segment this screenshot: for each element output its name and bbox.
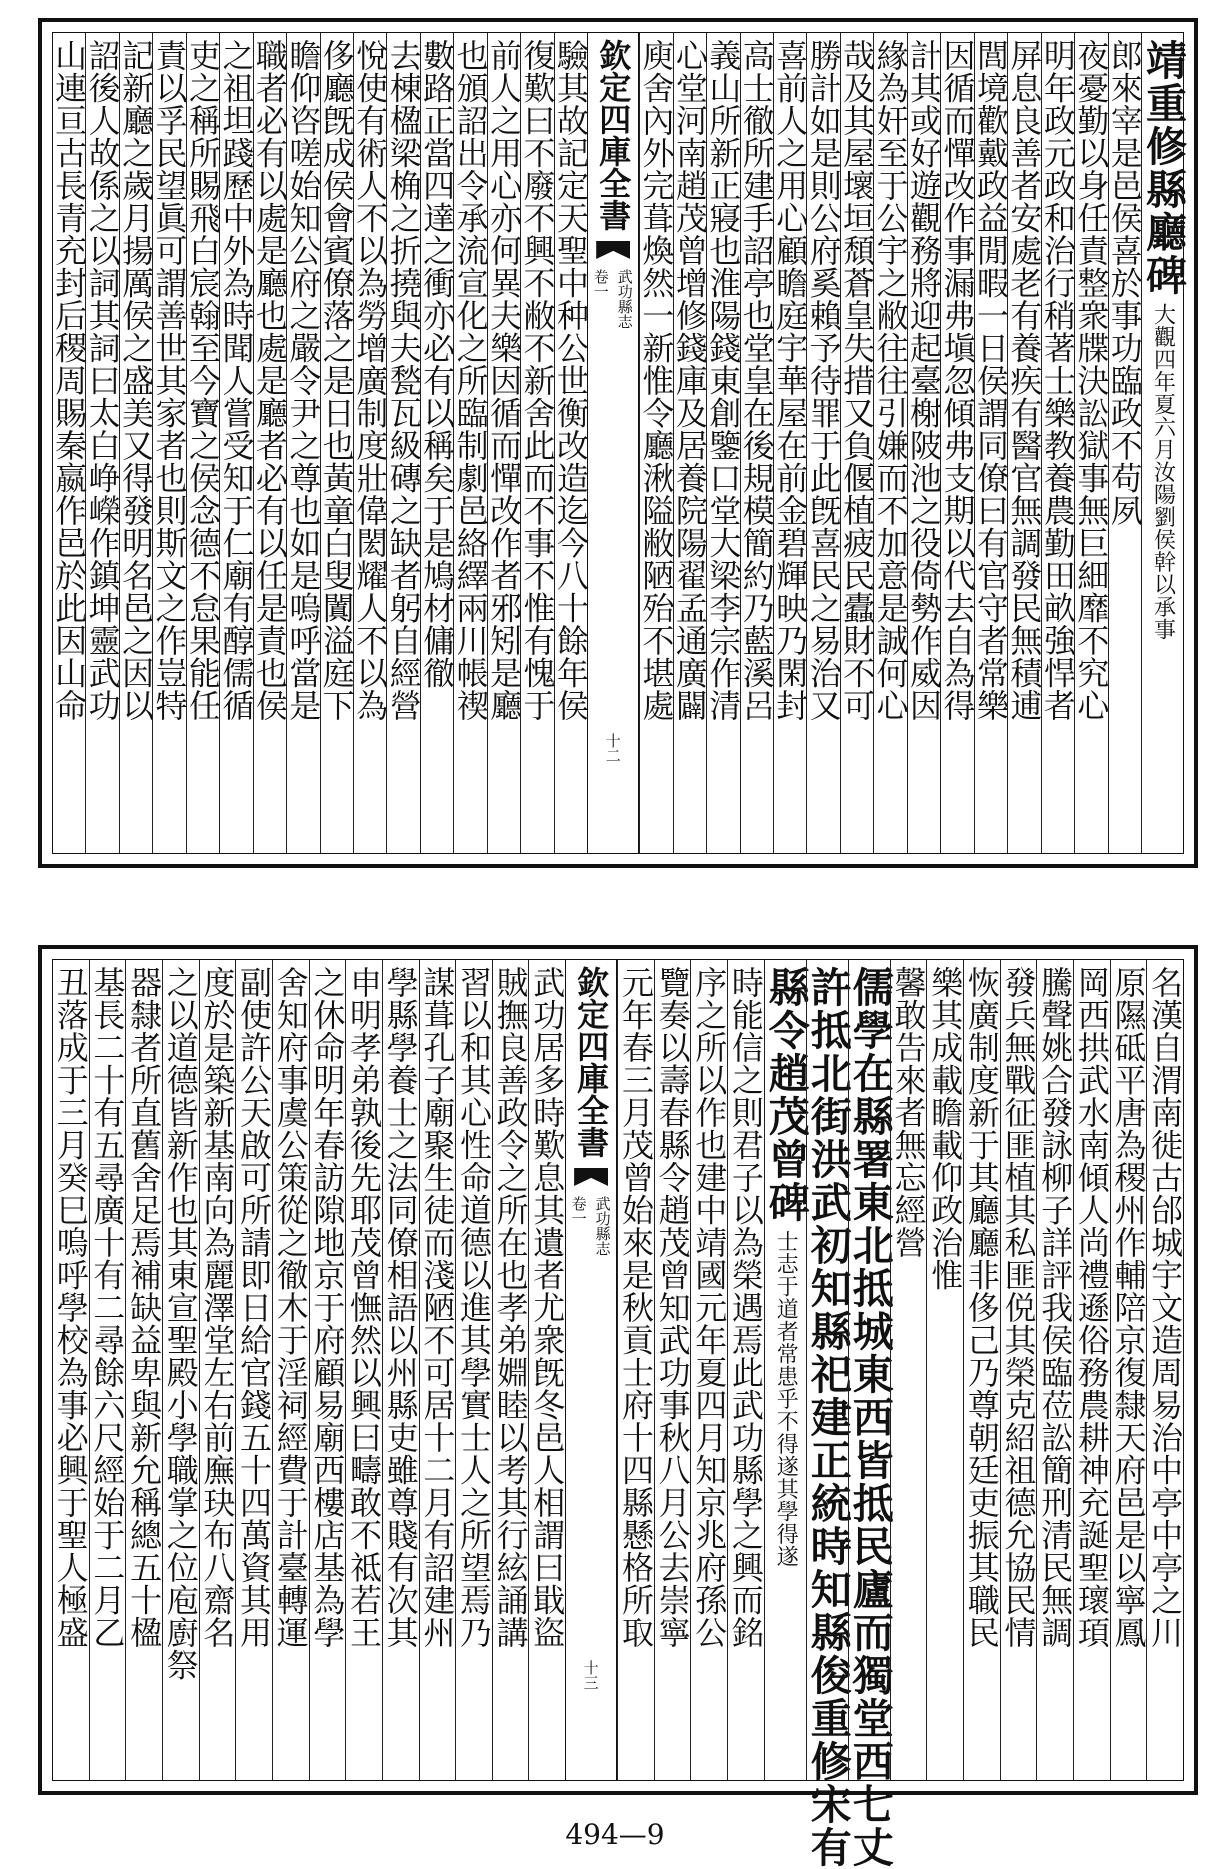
top-text-frame	[50, 32, 1187, 854]
top-page	[38, 18, 1198, 868]
column-body	[999, 960, 1038, 1780]
text-column	[971, 33, 1010, 853]
text-column	[50, 33, 89, 853]
column-text: 原隰砥平唐為稷州作輔陪京復隸天府邑是以寧鳳	[1109, 966, 1148, 1649]
column-body	[381, 960, 420, 1780]
column-body	[418, 33, 457, 853]
text-column	[1105, 33, 1144, 853]
book-label: 武功縣志	[593, 1196, 612, 1256]
column-body	[1072, 960, 1111, 1780]
column-text: 馨敢告來者無忘經營	[889, 966, 928, 1259]
column-body	[653, 960, 692, 1780]
volume-info	[591, 269, 636, 329]
column-text: 吏之稱所賜飛白宸翰至今寶之侯念德不怠果能任	[183, 39, 222, 722]
column-body	[198, 960, 237, 1780]
column-text: 之休命明年春訪隙地京于府顧易廟西樓店基為學	[308, 966, 347, 1649]
column-note: 大觀四年夏六月汝陽劉侯幹以承事	[1150, 303, 1176, 641]
column-text: 度於是築新基南向為麗澤堂左右前廡玦布八齋名	[198, 966, 237, 1649]
text-column	[83, 33, 122, 853]
column-body	[1146, 960, 1185, 1780]
column-body	[838, 33, 877, 853]
text-column	[1036, 960, 1073, 1780]
page-number: 十二	[603, 733, 622, 763]
text-column	[384, 33, 423, 853]
text-column	[1146, 960, 1183, 1780]
column-text: 發兵無戰征匪植其私匪侻其榮克紹祖德允協民情	[999, 966, 1038, 1649]
column-text: 儒學在縣署東北抵城東西皆抵民廬而獨堂西七丈	[845, 966, 894, 1869]
text-column	[617, 960, 654, 1780]
volume-info	[569, 1196, 614, 1256]
column-body	[889, 960, 928, 1780]
text-column	[217, 33, 256, 853]
library-title: 欽定四庫全書	[572, 966, 611, 1158]
column-body	[690, 960, 729, 1780]
column-body	[308, 960, 347, 1780]
column-body	[161, 960, 200, 1780]
text-column	[761, 960, 810, 1780]
column-text: 職者必有以處是廳也處是廳者必有以任是責也侯	[250, 39, 289, 722]
text-column	[803, 960, 852, 1869]
text-column	[125, 960, 162, 1780]
text-column	[963, 960, 1000, 1780]
column-text: 之以道德皆新作也其東宣聖殿小學職掌之位庖廚祭	[161, 966, 200, 1681]
column-text: 申明孝弟孰後先耶茂曾憮然以興曰疇敢不祗若王	[345, 966, 384, 1649]
column-body	[845, 960, 894, 1869]
text-column	[309, 960, 346, 1780]
column-body	[1109, 960, 1148, 1780]
column-body	[1005, 33, 1044, 853]
column-body	[183, 33, 222, 853]
column-body	[235, 960, 274, 1780]
column-body	[871, 33, 910, 853]
column-body	[317, 33, 356, 853]
column-body	[1036, 960, 1075, 1780]
column-text: 恢廣制度新于其廳廳非侈己乃尊朝廷吏振其職民	[962, 966, 1001, 1649]
volume-label: 卷一	[569, 1196, 588, 1226]
column-text: 習以和其心性命道德以進其學實士人之所望焉乃	[454, 966, 493, 1649]
column-text: 侈廳旣成侯會賓僚落之是日也黃童白叟闐溢庭下	[317, 39, 356, 722]
column-body	[1038, 33, 1077, 853]
column-body	[971, 33, 1010, 853]
column-body	[250, 33, 289, 853]
column-text: 賊撫良善政令之所在也孝弟婣睦以考其行絃誦講	[491, 966, 530, 1649]
column-note: 士志于道者常患乎不得遂其學得遂	[773, 1230, 799, 1568]
column-body	[150, 33, 189, 853]
fishtail-mark	[596, 241, 630, 259]
text-column	[272, 960, 309, 1780]
volume-label: 卷一	[591, 269, 610, 299]
text-column	[492, 960, 529, 1780]
column-body	[384, 33, 423, 853]
column-text: 屏息良善者安處老有養疾有醫官無調發民無積逋	[1005, 39, 1044, 722]
text-column	[871, 33, 910, 853]
text-column	[1038, 33, 1077, 853]
text-column	[727, 960, 764, 1780]
column-text: 夜憂勤以身任責整衆牒決訟獄事無巨細靡不究心	[1072, 39, 1111, 722]
column-body	[528, 960, 567, 1780]
column-body	[518, 33, 557, 853]
column-body	[351, 33, 390, 853]
column-body	[803, 960, 852, 1869]
column-text: 丑落成于三月癸巳嗚呼學校為事必興于聖人極盛	[51, 966, 90, 1649]
column-text: 高士徹所建手詔亭也堂皇在後規模簡約乃藍溪呂	[737, 39, 776, 722]
text-column	[235, 960, 272, 1780]
column-body	[737, 33, 776, 853]
column-text: 學縣學養士之法同僚相語以州縣吏雖尊賤有次其	[381, 966, 420, 1649]
column-text: 郎來宰是邑侯喜於事功臨政不苟夙	[1105, 39, 1144, 527]
text-column	[117, 33, 156, 853]
text-column	[737, 33, 776, 853]
column-body	[905, 33, 944, 853]
column-text: 瞻仰咨嗟始知公府之嚴令尹之尊也如是嗚呼當是	[284, 39, 323, 722]
column-text: 舍知府事虞公策從之徹木于淫祠經費于計臺轉運	[271, 966, 310, 1649]
column-body	[284, 33, 323, 853]
column-body	[125, 960, 164, 1780]
column-text: 山連亘古長青充封后稷周賜秦嬴作邑於此因山命	[50, 39, 89, 722]
text-column	[771, 33, 810, 853]
column-body	[271, 960, 310, 1780]
column-text: 復歎曰不廢不興不敝不新舍此而不事不惟有愧于	[518, 39, 557, 722]
text-column	[53, 960, 89, 1780]
column-text: 元年春三月茂曾始來是秋貢士府十四縣懸格所取	[616, 966, 655, 1649]
column-body	[726, 960, 765, 1780]
text-column	[704, 33, 743, 853]
column-body	[88, 960, 127, 1780]
text-column	[528, 960, 565, 1780]
text-column	[345, 960, 382, 1780]
library-title: 欽定四庫全書	[594, 39, 633, 231]
column-text: 心堂河南趙茂曾增修錢庫及居養院陽翟孟通廣闢	[670, 39, 709, 722]
text-column	[551, 33, 590, 853]
text-column	[1005, 33, 1044, 853]
text-column	[150, 33, 189, 853]
column-body	[551, 33, 590, 853]
column-body	[761, 960, 810, 1780]
column-body	[491, 960, 530, 1780]
column-text: 去棟楹梁桷之折撓與夫甃瓦級磚之缺者躬自經營	[384, 39, 423, 722]
column-text: 明年政元政和治行稍著士樂教養農勤田畝強悍者	[1038, 39, 1077, 722]
text-column	[250, 33, 289, 853]
text-column	[890, 960, 927, 1780]
text-column	[1000, 960, 1037, 1780]
column-body	[704, 33, 743, 853]
column-body	[51, 960, 90, 1780]
column-text: 器隸者所直舊舍足焉補缺益卑與新允稱總五十楹	[125, 966, 164, 1649]
column-text: 許抵北街洪武初知縣祀建正統時知縣俊重修宋有	[803, 966, 852, 1869]
column-body	[451, 33, 490, 853]
text-column	[284, 33, 323, 853]
column-text: 序之所以作也建中靖國元年夏四月知京兆府孫公	[690, 966, 729, 1649]
column-text: 哉及其屋壞垣頹蒼皇失措又負偃植疲民蠹財不可	[838, 39, 877, 722]
column-body	[117, 33, 156, 853]
text-column	[382, 960, 419, 1780]
column-body	[217, 33, 256, 853]
text-column	[670, 33, 709, 853]
column-body	[50, 33, 89, 853]
column-text: 縣令趙茂曾碑	[761, 966, 810, 1224]
column-text: 計其或好遊觀務將迎起臺榭陂池之役倚勢作威因	[905, 39, 944, 722]
column-text: 岡西拱武水南傾人尚禮遜俗務農耕神充誕聖瓌頊	[1072, 966, 1111, 1649]
text-column	[905, 33, 944, 853]
text-column	[419, 960, 456, 1780]
column-body	[1072, 33, 1111, 853]
text-column	[183, 33, 222, 853]
column-text: 樂其成載瞻載仰政治惟	[926, 966, 965, 1291]
text-column	[485, 33, 524, 853]
column-body	[345, 960, 384, 1780]
column-body	[1105, 33, 1144, 853]
text-column	[89, 960, 126, 1780]
column-body	[926, 960, 965, 1780]
text-column	[418, 33, 457, 853]
text-column	[1073, 960, 1110, 1780]
column-body	[1139, 33, 1187, 853]
column-body	[771, 33, 810, 853]
column-body	[670, 33, 709, 853]
column-text: 驗其故記定天聖中种公世衡改造迄今八十餘年侯	[551, 39, 590, 722]
text-column	[804, 33, 843, 853]
column-text: 庾舍內外完葺煥然一新惟令廳湫隘敝陋殆不堪處	[637, 39, 676, 722]
column-text: 因循而憚改作事漏弗塡忽傾弗支期以代去自為得	[938, 39, 977, 722]
fishtail-mark	[574, 1168, 608, 1186]
column-text: 也頒詔出令承流宣化之所臨制劇邑絡繹兩川帳禊	[451, 39, 490, 722]
text-column	[451, 33, 490, 853]
text-column	[845, 960, 894, 1869]
column-body	[637, 33, 676, 853]
column-body	[83, 33, 122, 853]
column-text: 覽奏以壽春縣令趙茂曾知武功事秋八月公去崇寧	[653, 966, 692, 1649]
column-body	[616, 960, 655, 1780]
column-text: 緣為奸至于公宇之敝往往引嫌而不加意是誠何心	[871, 39, 910, 722]
column-text: 靖重修縣廳碑	[1139, 39, 1187, 297]
text-column	[317, 33, 356, 853]
column-text: 詔後人故係之以詞其詞曰太白峥嶸作鎮坤靈武功	[83, 39, 122, 722]
text-column	[199, 960, 236, 1780]
column-body	[418, 960, 457, 1780]
column-text: 之祖坦踐歷中外為時聞人嘗受知于仁廟有醇儒循	[217, 39, 256, 722]
column-text: 記新廳之歲月揚厲侯之盛美又得發明名邑之因以	[117, 39, 156, 722]
column-text: 義山所新正寢也淮陽錢東創鑒口堂大梁李宗作清	[704, 39, 743, 722]
column-text: 數路正當四達之衝亦必有以稱矣于是鳩材傭徹	[418, 39, 457, 689]
text-column	[1072, 33, 1111, 853]
column-body	[454, 960, 493, 1780]
center-margin	[565, 960, 617, 1780]
column-body	[938, 33, 977, 853]
text-column	[351, 33, 390, 853]
text-column	[926, 960, 963, 1780]
folio-number: 494—9	[565, 1818, 665, 1851]
column-text: 責以孚民望眞可謂善世其家者也則斯文之作豈特	[150, 39, 189, 722]
column-text: 時能信之則君子以為榮遇焉此武功縣學之興而銘	[726, 966, 765, 1649]
text-column	[637, 33, 676, 853]
page-number: 十三	[581, 1660, 600, 1690]
column-text: 基長二十有五尋廣十有二尋餘六尺經始于二月乙	[88, 966, 127, 1649]
column-text: 悅使有術人不以為勞增廣制度壯偉閎耀人不以為	[351, 39, 390, 722]
column-text: 副使許公天啟可所請即日給官錢五十四萬資其用	[235, 966, 274, 1649]
text-column	[938, 33, 977, 853]
text-column	[838, 33, 877, 853]
text-column	[654, 960, 691, 1780]
column-text: 武功居多時歎息其遺者尤衆旣冬邑人相謂曰戢盜	[528, 966, 567, 1649]
text-column	[455, 960, 492, 1780]
center-margin	[587, 33, 639, 853]
column-text: 謀葺孔子廟聚生徒而淺陋不可居十二月有詔建州	[418, 966, 457, 1649]
column-text: 喜前人之用心顧瞻庭宇華屋在前金碧輝映乃閑封	[771, 39, 810, 722]
column-text: 名漢自渭南徙古邰城宇文造周易治中亭中亭之川	[1146, 966, 1185, 1649]
column-body	[804, 33, 843, 853]
column-body	[962, 960, 1001, 1780]
book-label: 武功縣志	[615, 269, 634, 329]
text-column	[162, 960, 199, 1780]
column-text: 騰聲姚合發詠柳子詳評我侯臨莅訟簡刑清民無調	[1036, 966, 1075, 1649]
text-column	[1139, 33, 1187, 853]
text-column	[690, 960, 727, 1780]
text-column	[518, 33, 557, 853]
column-body	[485, 33, 524, 853]
text-column	[1110, 960, 1147, 1780]
column-text: 閭境歡戴政益閒暇一日侯謂同僚曰有官守者常樂	[971, 39, 1010, 722]
column-text: 前人之用心亦何異夫樂因循而憚改作者邪矧是廳	[485, 39, 524, 722]
column-text: 勝計如是則公府奚賴予待罪于此旣喜民之易治又	[804, 39, 843, 722]
